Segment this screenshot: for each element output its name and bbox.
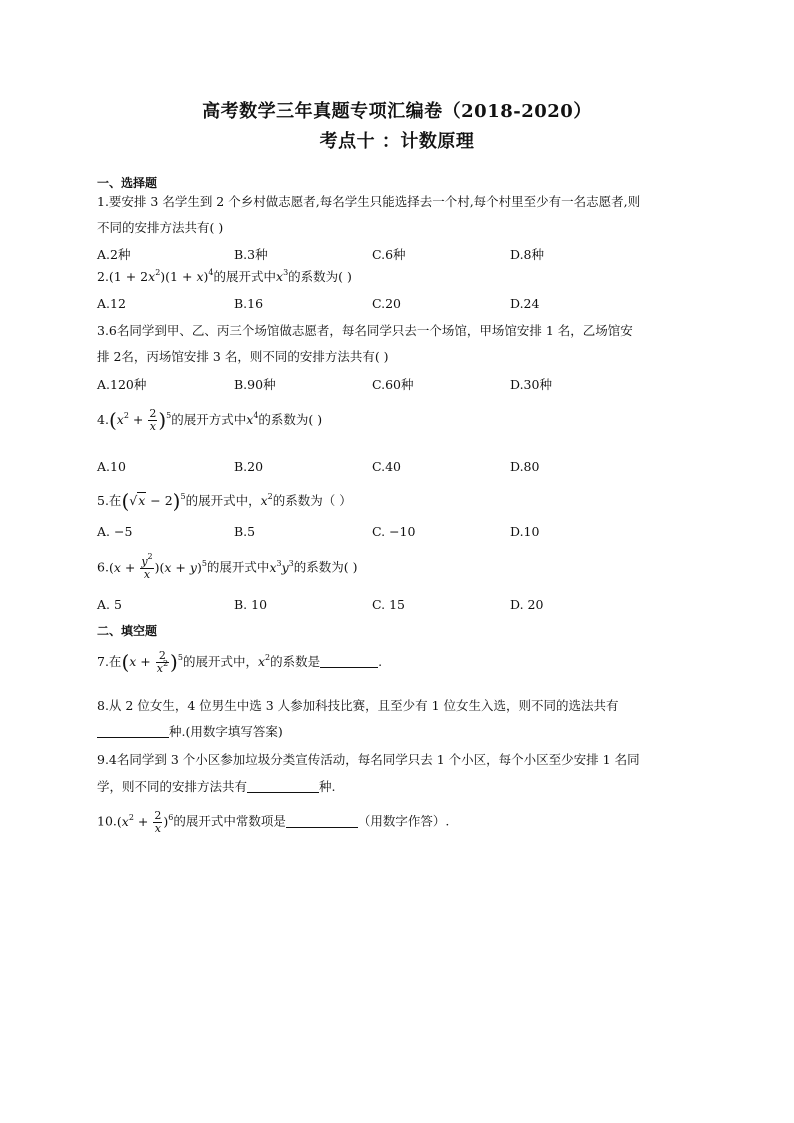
q2-term: $x^3$ (276, 268, 289, 284)
q1-option-b[interactable]: B.3种 (234, 247, 268, 262)
q4-option-d[interactable]: D.80 (510, 459, 540, 474)
q2-option-d[interactable]: D.24 (510, 296, 540, 311)
q6-option-b[interactable]: B. 10 (234, 597, 268, 612)
q10-stem: $10.(x^2$ + $\frac{2}{x}$ )$^6$的展开式中常数项是 （用数字作答）. (97, 809, 450, 835)
q4-formula: ($x^2$ + $\frac{2}{x}$ )$^5$ (108, 407, 172, 433)
q4-options (97, 459, 697, 475)
q5-option-a[interactable]: A. −5 (97, 524, 133, 539)
q2-formula: $2.(1 + 2x^2)(1 + x)^4$ (97, 268, 214, 284)
q9-line2: 学，则不同的安排方法共有 种. (97, 779, 336, 794)
q5-stem: 5.在$(√x - 2)^5$的展开式中，$x^2$的系数为（ ） (97, 489, 352, 513)
q7-formula: (x + $\frac{2}{x^2}$ )$^5$ (121, 649, 183, 675)
section-choice-heading: 一、选择题 (97, 176, 158, 190)
q5-option-d[interactable]: D.10 (510, 524, 540, 539)
q4-term: $x^4$ (246, 411, 259, 427)
q1-line1: 1.要安排 3 名学生到 2 个乡村做志愿者,每名学生只能选择去一个村,每个村里至少有一名志愿者,则 (97, 194, 641, 209)
q8-answer-blank[interactable] (97, 725, 169, 738)
q5-options (97, 524, 697, 540)
q6-options (97, 597, 697, 613)
q6-option-c[interactable]: C. 15 (372, 597, 405, 612)
q2-options (97, 296, 697, 312)
q4-option-c[interactable]: C.40 (372, 459, 401, 474)
q6-option-d[interactable]: D. 20 (510, 597, 544, 612)
q1-options (97, 245, 697, 261)
page-title: 高考数学三年真题专项汇编卷（2018-2020） (202, 101, 592, 122)
q4-option-a[interactable]: A.10 (97, 459, 126, 474)
q3-line2: 排 2名，丙场馆安排 3 名，则不同的安排方法共有( ) (97, 349, 389, 364)
q9-answer-blank[interactable] (247, 780, 319, 793)
q6-option-a[interactable]: A. 5 (97, 597, 122, 612)
q6-stem: 6.(x + $\frac{y^2}{x}$ )$(x + y)^5$的展开式中$x^3y^3$的系数为( ) (97, 552, 358, 581)
page-subtitle: 考点十 ：计数原理 (319, 131, 475, 152)
q8-line1: 8.从 2 位女生，4 位男生中选 3 人参加科技比赛，且至少有 1 位女生入选，则不同的选法共有 (97, 698, 619, 713)
q2-option-c[interactable]: C.20 (372, 296, 401, 311)
q2-stem: $2.(1 + 2x^2)(1 + x)^4$的展开式中$x^3$的系数为( ) (97, 268, 352, 284)
q3-option-c[interactable]: C.60种 (372, 377, 414, 392)
q10-answer-blank[interactable] (286, 815, 358, 828)
q1-line2: 不同的安排方法共有( ) (97, 220, 224, 235)
q1-option-d[interactable]: D.8种 (510, 247, 545, 262)
q5-term: $x^2$ (260, 492, 273, 508)
q8-line2: 种.(用数字填写答案) (97, 722, 697, 740)
q5-option-b[interactable]: B.5 (234, 524, 256, 539)
q6-term: $x^3y^3$ (269, 558, 294, 575)
q4-option-b[interactable]: B.20 (234, 459, 264, 474)
q7-stem: 7.在(x + $\frac{2}{x^2}$ )$^5$的展开式中，$x^2$的系数是 . (97, 649, 383, 675)
q1-option-a[interactable]: A.2种 (97, 247, 131, 262)
q7-term: $x^2$ (257, 653, 271, 669)
q2-option-a[interactable]: A.12 (97, 296, 126, 311)
q5-option-c[interactable]: C. −10 (372, 524, 416, 539)
q1-option-c[interactable]: C.6种 (372, 247, 406, 262)
q5-formula: $(√x - 2)^5$ (121, 489, 186, 513)
q3-option-d[interactable]: D.30种 (510, 377, 552, 392)
q3-option-b[interactable]: B.90种 (234, 377, 276, 392)
q3-options (97, 375, 697, 391)
q3-option-a[interactable]: A.120种 (97, 377, 147, 392)
q9-line1: 9.4名同学到 3 个小区参加垃圾分类宣传活动，每名同学只去 1 个小区，每个小区至少安排 1 名同 (97, 752, 640, 767)
section-fill-heading: 二、填空题 (97, 624, 158, 638)
q10-formula: ($x^2$ + $\frac{2}{x}$ )$^6$ (116, 809, 174, 835)
q7-answer-blank[interactable] (320, 655, 378, 668)
q6-formula: (x + $\frac{y^2}{x}$ )$(x + y)^5$ (108, 552, 207, 581)
q4-stem: $4.(x^2$ + $\frac{2}{x}$ )$^5$的展开方式中$x^4$的系数为( ) (97, 407, 323, 433)
q2-option-b[interactable]: B.16 (234, 296, 264, 311)
q3-line1: 3.6名同学到甲、乙、丙三个场馆做志愿者，每名同学只去一个场馆，甲场馆安排 1 名，乙场馆安 (97, 323, 633, 338)
